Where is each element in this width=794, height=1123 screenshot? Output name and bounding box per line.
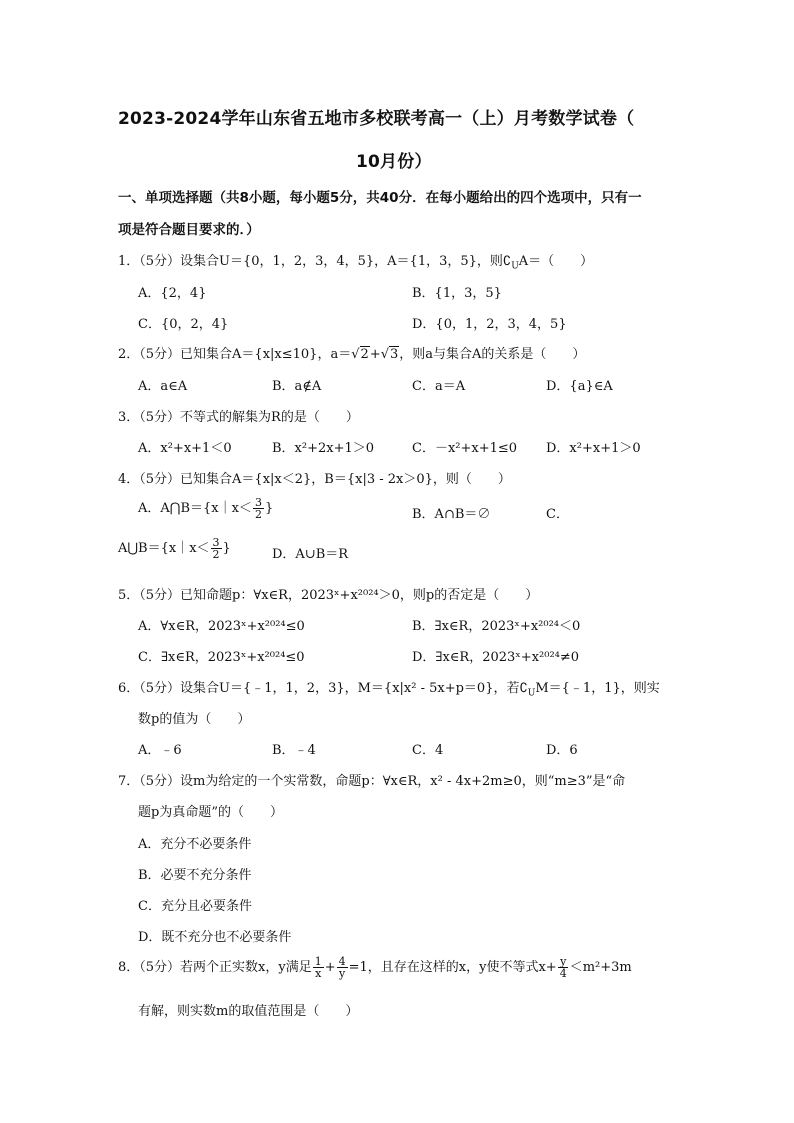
fraction-4-y [337,956,348,979]
q1-sub: U [511,261,519,272]
q6-line1-post: M＝{﹣1，1}，则实 [535,681,660,696]
q6-option-c[interactable]: C．4 [412,743,444,758]
q4-option-c-body[interactable] [118,537,231,560]
q4-option-d[interactable]: D．A∪B＝R [272,547,349,562]
frac-numerator: 1 [314,955,322,968]
q2-option-b[interactable]: B．a∉A [272,379,322,394]
q1-option-d[interactable]: D．{0，1，2，3，4，5} [412,317,567,332]
q6-line1-pre: 6．（5分）设集合U＝{﹣1，1，2，3}，M＝{x|x² - 5x+p＝0}，若∁ [118,681,528,696]
q1-body: U＝{0，1，2，3，4，5}，A＝{1，3，5}，则∁ [219,254,512,269]
frac-numerator: 3 [254,496,262,509]
q3-option-c[interactable]: C．－x²+x+1≤0 [412,441,518,456]
frac-numerator: y [560,955,567,968]
q4-c-pre: A⋃B＝{x｜x＜ [118,541,210,556]
q3-option-d[interactable]: D．x²+x+1＞0 [546,441,641,456]
fraction-3-2 [211,537,222,560]
question-5-stem: 5．（5分）已知命题p：∀x∈R，2023ˣ+x²⁰²⁴＞0，则p的否定是（ ） [118,588,539,603]
q7-option-c[interactable]: C．充分且必要条件 [138,899,252,914]
q2-plus: + [369,347,381,362]
question-2-stem [118,343,585,362]
question-8-stem-line2: 有解，则实数m的取值范围是（ ） [138,1004,359,1019]
q3-option-b[interactable]: B．x²+2x+1＞0 [272,441,375,456]
q2-option-a[interactable]: A．a∈A [138,379,188,394]
frac-denominator: x [315,967,322,980]
frac-denominator: y [339,967,346,980]
q2-post: ，则a与集合A的关系是（ ） [399,347,586,362]
q1-option-c[interactable]: C．{0，2，4} [138,317,229,332]
q1-number: 1．（5分）设集合 [118,254,220,269]
q7-option-b[interactable]: B．必要不充分条件 [138,868,252,883]
q6-option-d[interactable]: D．6 [546,743,578,758]
question-1-stem [118,250,593,272]
question-7-stem-line1: 7．（5分）设m为给定的一个实常数，命题p：∀x∈R，x² - 4x+2m≥0，则“m≥3”是“命 [118,774,626,789]
exam-title-line2: 10月份） [356,152,432,172]
q1-option-a[interactable]: A．{2，4} [138,286,207,301]
q2-option-d[interactable]: D．{a}∈A [546,379,613,394]
q7-option-a[interactable]: A．充分不必要条件 [138,837,252,852]
q5-option-b[interactable]: B．∃x∈R，2023ˣ+x²⁰²⁴＜0 [412,619,581,634]
q8-post: ＜m²+3m [569,960,632,975]
q2-pre: 2．（5分）已知集合A＝{x|x≤10}，a＝ [118,347,352,362]
q6-sub: U [527,688,536,699]
fraction-3-2 [253,497,264,520]
question-3-stem: 3．（5分）不等式的解集为R的是（ ） [118,410,359,425]
q5-option-d[interactable]: D．∃x∈R，2023ˣ+x²⁰²⁴≠0 [412,650,580,665]
q3-option-a[interactable]: A．x²+x+1＜0 [138,441,232,456]
sqrt-3-radicand: 3 [389,347,399,362]
q8-mid: =1，且存在这样的x，y使不等式x+ [348,960,557,975]
section-heading-line2: 项是符合题目要求的．） [118,222,260,238]
q8-pre: 8．（5分）若两个正实数x，y满足 [118,960,312,975]
question-6-stem-line1 [118,677,660,699]
q2-option-c[interactable]: C．a＝A [412,379,466,394]
question-4-stem: 4．（5分）已知集合A＝{x|x＜2}，B＝{x|3 - 2x＞0}，则（ ） [118,472,511,487]
q5-option-a[interactable]: A．∀x∈R，2023ˣ+x²⁰²⁴≤0 [138,619,305,634]
sqrt-3: √3 [380,347,399,362]
q1-option-b[interactable]: B．{1，3，5} [412,286,502,301]
q4-a-post: } [264,501,274,516]
frac-numerator: 4 [338,955,346,968]
q4-c-post: } [222,541,231,556]
section-heading-line1: 一、单项选择题（共8小题，每小题5分，共40分．在每小题给出的四个选项中，只有一 [118,190,642,206]
q6-option-a[interactable]: A．﹣6 [138,743,182,758]
q5-option-c[interactable]: C．∃x∈R，2023ˣ+x²⁰²⁴≤0 [138,650,305,665]
q4-a-pre: A．A⋂B＝{x｜x＜ [138,501,252,516]
q4-option-b[interactable]: B．A∩B＝∅ [412,507,491,522]
question-8-stem-line1 [118,956,632,979]
frac-denominator: 2 [254,508,262,521]
frac-denominator: 2 [212,548,220,561]
fraction-y-4 [558,956,569,979]
q8-plus: + [324,960,336,975]
q4-option-c-label[interactable]: C． [546,507,569,522]
frac-denominator: 4 [559,967,567,980]
q1-tail: A＝（ ） [518,254,594,269]
sqrt-2-radicand: 2 [360,347,369,362]
q4-option-a[interactable] [138,497,273,520]
sqrt-2: √2 [351,347,369,362]
q7-option-d[interactable]: D．既不充分也不必要条件 [138,930,292,945]
question-6-stem-line2: 数p的值为（ ） [138,712,251,727]
exam-title-line1: 2023-2024学年山东省五地市多校联考高一（上）月考数学试卷（ [118,109,635,129]
frac-numerator: 3 [212,536,220,549]
question-7-stem-line2: 题p为真命题”的（ ） [138,805,283,820]
fraction-1-x [313,956,324,979]
q6-option-b[interactable]: B．﹣4 [272,743,316,758]
